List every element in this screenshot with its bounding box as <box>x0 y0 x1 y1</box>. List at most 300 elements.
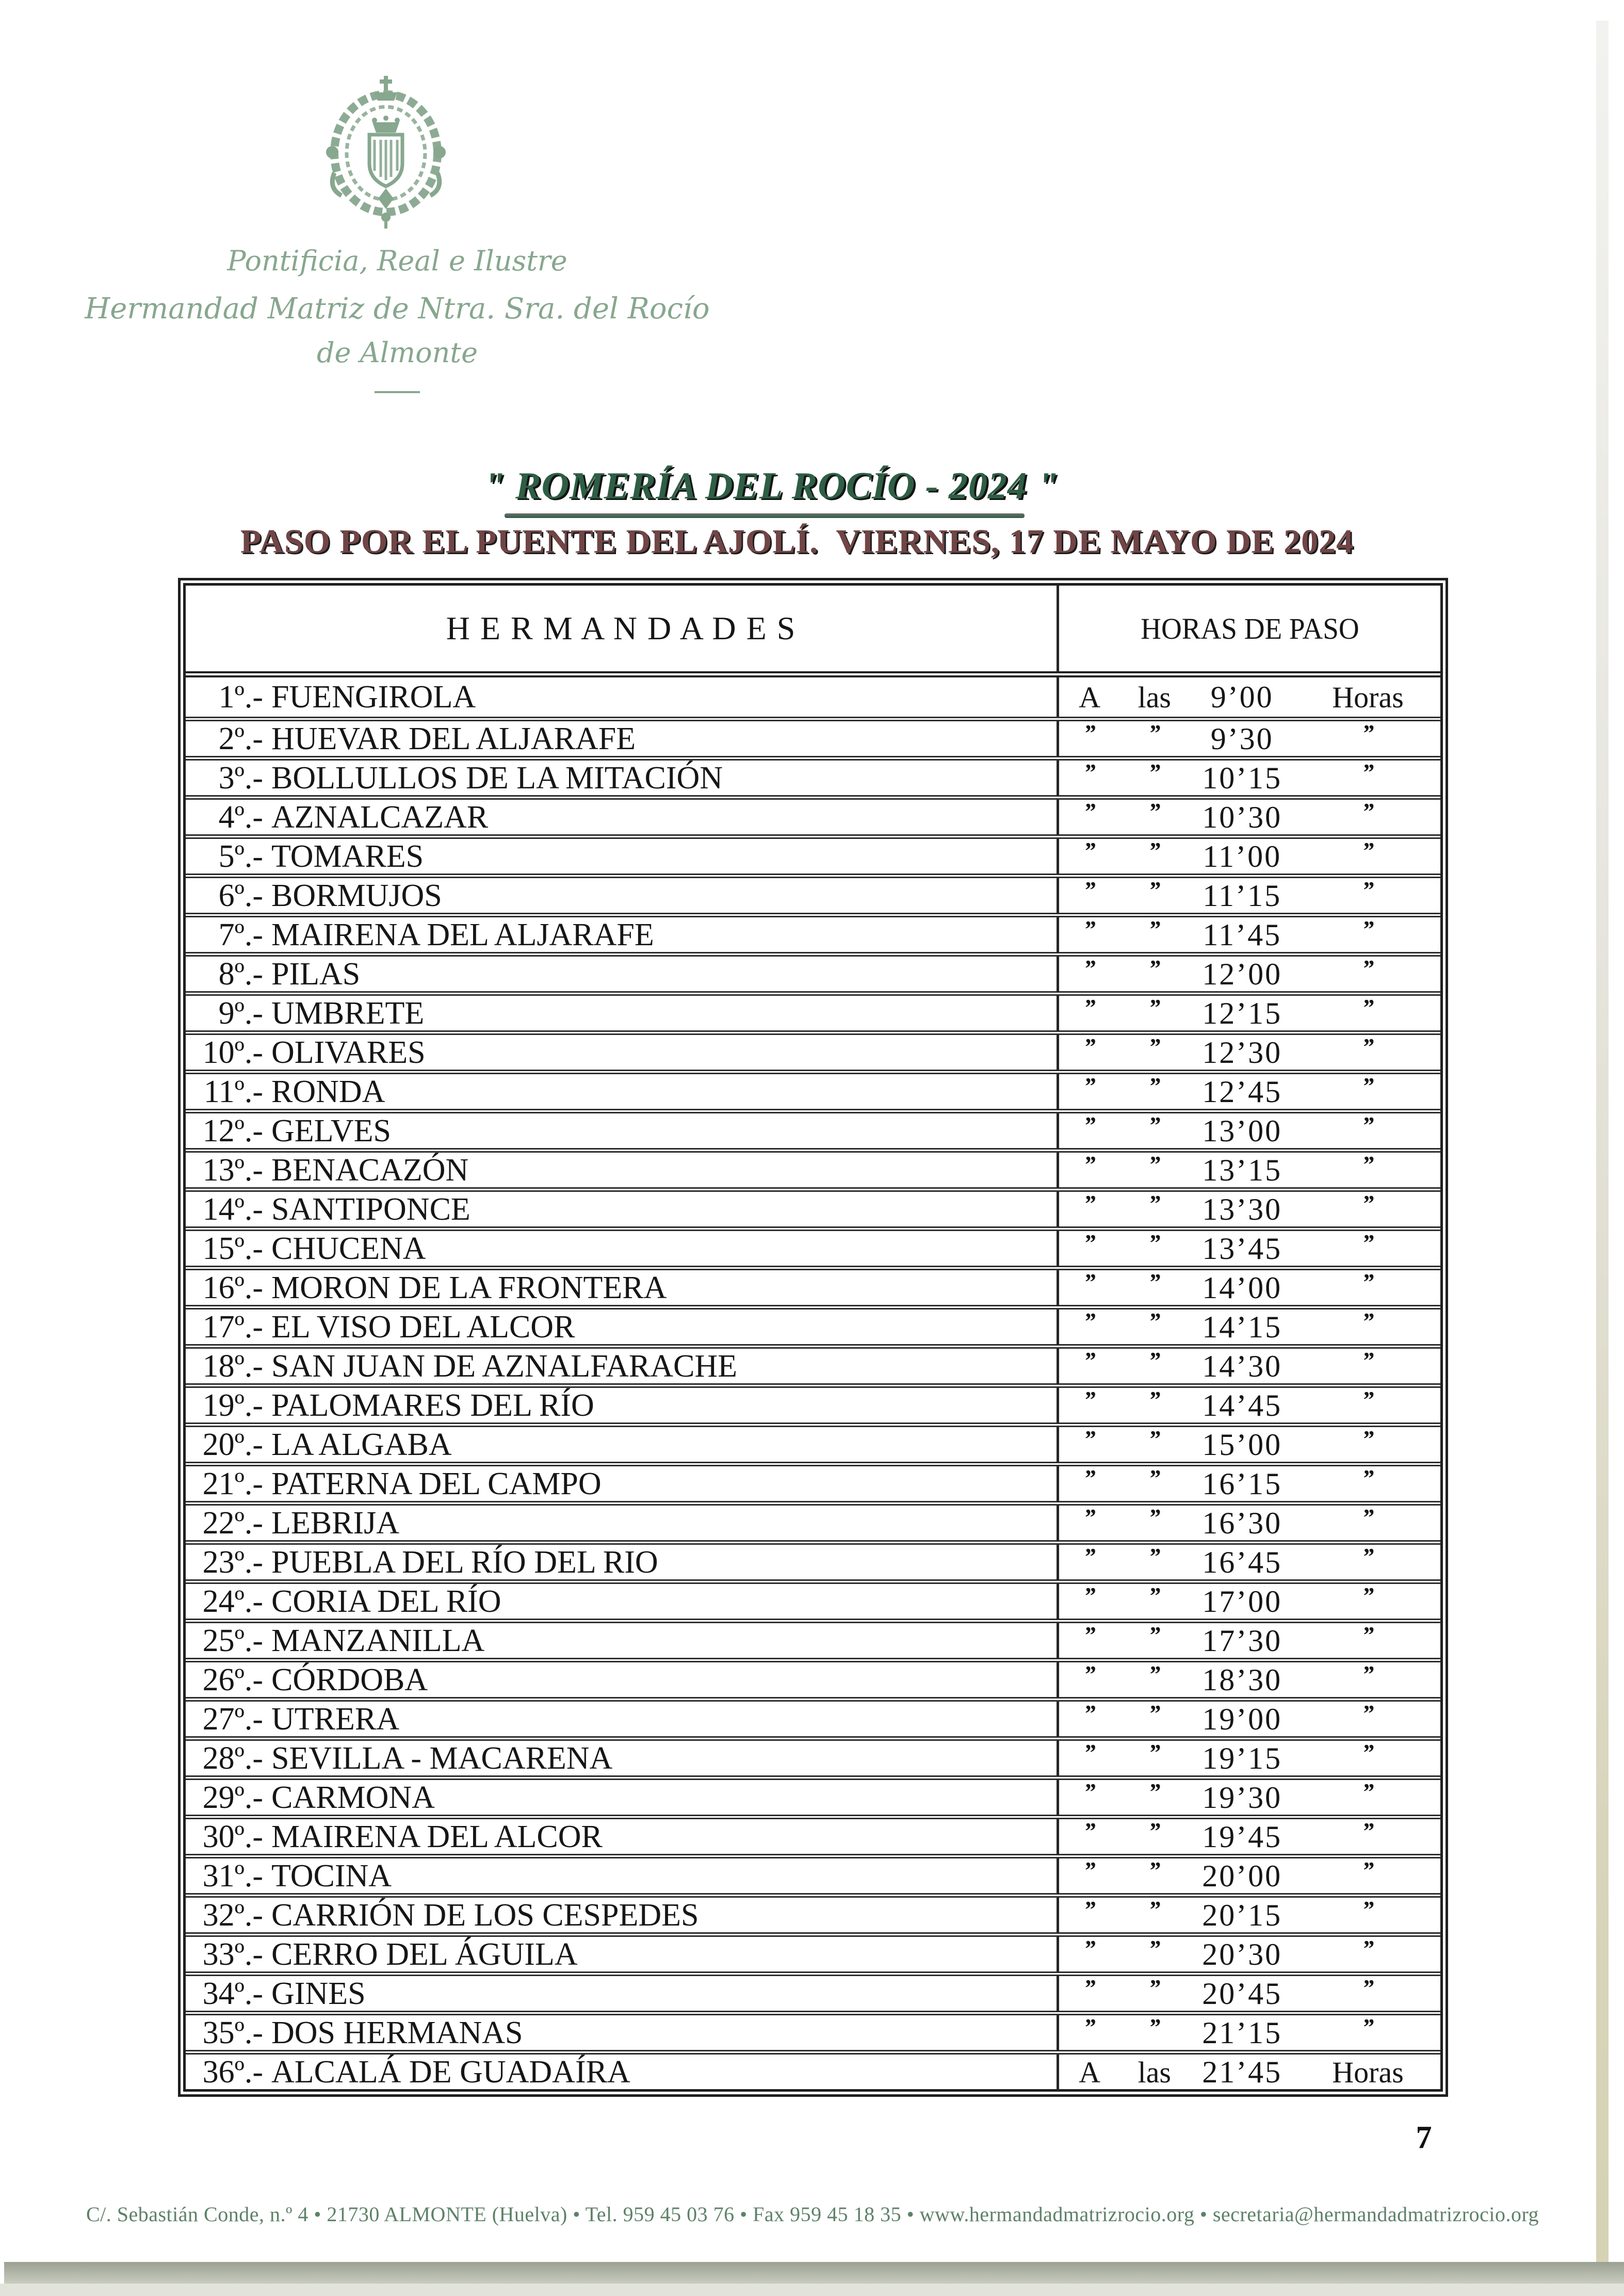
page-edge-strip <box>1596 21 1609 2265</box>
time-prefix-1: ” <box>1083 1426 1096 1452</box>
time-suffix: ” <box>1362 1582 1374 1609</box>
time-prefix-2: ” <box>1148 2014 1161 2040</box>
document-title: " ROMERÍA DEL ROCÍO - 2024 " <box>483 465 1059 507</box>
time-prefix-1: A <box>1079 2056 1101 2089</box>
row-ordinal: 22º.- <box>202 1506 263 1541</box>
table-row <box>186 1971 1440 2011</box>
row-hermandad-name: UTRERA <box>271 1702 399 1737</box>
table-row <box>186 1383 1440 1422</box>
time-prefix-2: ” <box>1148 798 1161 824</box>
table-row <box>186 1070 1440 1109</box>
row-ordinal: 33º.- <box>202 1937 263 1972</box>
hermandad-cell <box>186 1819 1057 1855</box>
table-row <box>186 1893 1440 1932</box>
hora-de-paso-cell <box>1057 1074 1440 1110</box>
time-prefix-1: ” <box>1083 1700 1096 1726</box>
table-row <box>186 1226 1440 1266</box>
row-time: 19’15 <box>1202 1741 1282 1775</box>
time-prefix-1: ” <box>1083 1778 1096 1805</box>
table-row <box>186 1775 1440 1815</box>
time-prefix-1: ” <box>1083 1857 1096 1883</box>
row-hermandad-name: SAN JUAN DE AZNALFARACHE <box>271 1349 738 1384</box>
hermandad-cell <box>186 917 1057 953</box>
table-row <box>186 1932 1440 1971</box>
time-suffix: ” <box>1362 994 1374 1021</box>
hora-de-paso-cell <box>1057 2055 1440 2090</box>
hermandad-cell <box>186 1231 1057 1267</box>
table-row <box>186 756 1440 795</box>
time-suffix: ” <box>1362 1935 1374 1962</box>
time-prefix-1: ” <box>1083 955 1096 981</box>
row-hermandad-name: GINES <box>271 1976 366 2011</box>
row-hermandad-name: CORIA DEL RÍO <box>271 1584 501 1619</box>
time-prefix-2: ” <box>1148 1661 1161 1687</box>
table-row <box>186 874 1440 913</box>
time-prefix-2: ” <box>1148 1975 1161 2001</box>
row-hermandad-name: GELVES <box>271 1113 391 1149</box>
time-suffix: ” <box>1362 720 1374 746</box>
time-prefix-2: ” <box>1148 1033 1161 1060</box>
row-time: 13’00 <box>1202 1114 1282 1148</box>
schedule-table <box>178 578 1448 2097</box>
table-row <box>186 1462 1440 1501</box>
row-ordinal: 4º.- <box>218 800 263 835</box>
time-prefix-2: ” <box>1148 759 1161 785</box>
table-row <box>186 1030 1440 1070</box>
row-time: 13’30 <box>1202 1192 1282 1226</box>
hermandad-cell <box>186 1545 1057 1580</box>
time-prefix-1: ” <box>1083 798 1096 824</box>
time-prefix-2: ” <box>1148 1778 1161 1805</box>
time-suffix: ” <box>1362 798 1374 824</box>
time-prefix-1: ” <box>1083 2014 1096 2040</box>
row-hermandad-name: CARMONA <box>271 1780 435 1815</box>
time-prefix-2: ” <box>1148 1935 1161 1962</box>
row-ordinal: 18º.- <box>202 1349 263 1384</box>
time-prefix-1: ” <box>1083 1308 1096 1334</box>
table-row <box>186 834 1440 874</box>
row-time: 14’30 <box>1202 1349 1282 1383</box>
row-time: 11’00 <box>1203 839 1282 874</box>
hermandad-cell <box>186 1153 1057 1188</box>
time-prefix-2: ” <box>1148 1622 1161 1648</box>
row-hermandad-name: CARRIÓN DE LOS CESPEDES <box>271 1898 699 1933</box>
row-time: 19’45 <box>1202 1820 1282 1854</box>
row-hermandad-name: CHUCENA <box>271 1231 426 1266</box>
row-time: 20’45 <box>1202 1977 1282 2011</box>
time-prefix-2: ” <box>1148 1426 1161 1452</box>
hora-de-paso-cell <box>1057 996 1440 1031</box>
hora-de-paso-cell <box>1057 878 1440 914</box>
row-hermandad-name: PUEBLA DEL RÍO DEL RIO <box>271 1545 658 1580</box>
hermandad-cell <box>186 1270 1057 1306</box>
row-hermandad-name: PATERNA DEL CAMPO <box>271 1466 602 1501</box>
table-row <box>186 1148 1440 1187</box>
row-ordinal: 36º.- <box>202 2055 263 2090</box>
row-time: 13’15 <box>1202 1153 1282 1187</box>
time-suffix: ” <box>1362 1033 1374 1060</box>
hermandad-cell <box>186 1780 1057 1816</box>
row-ordinal: 31º.- <box>202 1858 263 1894</box>
time-prefix-2: ” <box>1148 1504 1161 1530</box>
time-suffix: ” <box>1362 1465 1374 1491</box>
hora-de-paso-cell <box>1057 1192 1440 1227</box>
row-time: 10’15 <box>1202 761 1282 795</box>
hora-de-paso-cell <box>1057 1584 1440 1620</box>
hora-de-paso-cell <box>1057 1153 1440 1188</box>
row-hermandad-name: TOMARES <box>271 839 424 874</box>
row-hermandad-name: TOCINA <box>271 1858 392 1894</box>
time-prefix-1: ” <box>1083 1582 1096 1609</box>
table-row <box>186 1266 1440 1305</box>
table-row <box>186 1697 1440 1736</box>
letterhead-line-2: Hermandad Matriz de Ntra. Sra. del Rocío <box>85 292 710 326</box>
row-time: 11’45 <box>1203 918 1282 952</box>
time-prefix-2: las <box>1138 680 1171 714</box>
row-time: 16’30 <box>1202 1506 1282 1540</box>
time-suffix: ” <box>1362 1190 1374 1217</box>
time-suffix: ” <box>1362 1504 1374 1530</box>
time-suffix: Horas <box>1332 680 1404 714</box>
row-time: 21’45 <box>1202 2055 1282 2089</box>
hora-de-paso-cell <box>1057 839 1440 875</box>
time-prefix-1: ” <box>1083 720 1096 746</box>
time-prefix-1: ” <box>1083 1112 1096 1138</box>
time-suffix: ” <box>1362 1896 1374 1922</box>
time-prefix-2: ” <box>1148 1308 1161 1334</box>
hora-de-paso-cell <box>1057 1898 1440 1933</box>
time-prefix-1: ” <box>1083 1230 1096 1256</box>
row-ordinal: 3º.- <box>218 761 263 796</box>
table-row <box>186 1501 1440 1540</box>
time-prefix-1: ” <box>1083 1975 1096 2001</box>
time-prefix-1: ” <box>1083 1818 1096 1844</box>
row-time: 20’15 <box>1202 1898 1282 1932</box>
row-time: 9’00 <box>1210 680 1274 714</box>
table-row <box>186 795 1440 834</box>
row-hermandad-name: MORON DE LA FRONTERA <box>271 1270 667 1305</box>
hora-de-paso-cell <box>1057 677 1440 717</box>
row-ordinal: 11º.- <box>203 1074 263 1109</box>
row-time: 9’30 <box>1210 722 1274 756</box>
time-prefix-2: ” <box>1148 916 1161 942</box>
row-ordinal: 23º.- <box>202 1545 263 1580</box>
time-prefix-1: A <box>1079 680 1101 714</box>
row-time: 14’15 <box>1202 1310 1282 1344</box>
time-suffix: ” <box>1362 1739 1374 1766</box>
page-number: 7 <box>1416 2120 1432 2155</box>
hora-de-paso-cell <box>1057 1976 1440 2012</box>
row-time: 14’45 <box>1202 1388 1282 1422</box>
row-time: 16’45 <box>1202 1545 1282 1579</box>
time-prefix-2: ” <box>1148 720 1161 746</box>
time-prefix-1: ” <box>1083 1896 1096 1922</box>
header-hermandades: H E R M A N D A D E S <box>446 610 797 646</box>
time-prefix-1: ” <box>1083 1269 1096 1295</box>
table-row <box>186 952 1440 991</box>
hermandad-cell <box>186 2015 1057 2051</box>
row-ordinal: 8º.- <box>218 957 263 992</box>
time-suffix: ” <box>1362 1818 1374 1844</box>
hora-de-paso-cell <box>1057 1427 1440 1463</box>
time-prefix-1: ” <box>1083 1739 1096 1766</box>
row-hermandad-name: EL VISO DEL ALCOR <box>271 1309 575 1345</box>
row-ordinal: 27º.- <box>202 1702 263 1737</box>
table-row <box>186 991 1440 1030</box>
time-prefix-2: ” <box>1148 1269 1161 1295</box>
time-suffix: ” <box>1362 837 1374 864</box>
table-row <box>186 1422 1440 1462</box>
time-suffix: Horas <box>1332 2056 1404 2089</box>
hermandad-cell <box>186 1388 1057 1424</box>
table-row <box>186 1619 1440 1658</box>
time-prefix-2: ” <box>1148 1465 1161 1491</box>
row-hermandad-name: PILAS <box>271 957 361 992</box>
time-suffix: ” <box>1362 759 1374 785</box>
row-hermandad-name: RONDA <box>271 1074 385 1109</box>
time-prefix-1: ” <box>1083 1190 1096 1217</box>
table-row <box>186 2011 1440 2050</box>
row-time: 20’00 <box>1202 1859 1282 1893</box>
time-suffix: ” <box>1362 1661 1374 1687</box>
time-suffix: ” <box>1362 1230 1374 1256</box>
time-prefix-1: ” <box>1083 1033 1096 1060</box>
row-hermandad-name: AZNALCAZAR <box>271 800 489 835</box>
row-ordinal: 28º.- <box>202 1741 263 1776</box>
row-ordinal: 2º.- <box>218 721 263 756</box>
hermandad-cell <box>186 1035 1057 1071</box>
table-row <box>186 1187 1440 1226</box>
hora-de-paso-cell <box>1057 1623 1440 1659</box>
page-bottom-shadow <box>4 2262 1624 2284</box>
hermandad-cell <box>186 800 1057 835</box>
hermandad-cell <box>186 1937 1057 1972</box>
table-header-row <box>186 586 1440 677</box>
time-suffix: ” <box>1362 955 1374 981</box>
time-suffix: ” <box>1362 877 1374 903</box>
time-prefix-2: ” <box>1148 1112 1161 1138</box>
hermandad-cell <box>186 1309 1057 1345</box>
document-subtitle: PASO POR EL PUENTE DEL AJOLÍ. VIERNES, 17 DE MAYO DE 2024 <box>240 523 1354 560</box>
time-prefix-2: ” <box>1148 1151 1161 1177</box>
row-ordinal: 6º.- <box>218 878 263 913</box>
row-ordinal: 24º.- <box>202 1584 263 1619</box>
footer-contact-line: C/. Sebastián Conde, n.º 4 • 21730 ALMONTE (Huelva) • Tel. 959 45 03 76 • Fax 959 45 18 35 • www.hermandadmatrizrocio.org • secretaria@hermandadmatrizrocio.org <box>86 2203 1539 2226</box>
time-suffix: ” <box>1362 1975 1374 2001</box>
row-ordinal: 13º.- <box>202 1153 263 1188</box>
table-row <box>186 2050 1440 2089</box>
hora-de-paso-cell <box>1057 1035 1440 1071</box>
hora-de-paso-cell <box>1057 721 1440 757</box>
hermandad-cell <box>186 761 1057 796</box>
hora-de-paso-cell <box>1057 1388 1440 1424</box>
hermandad-cell <box>186 1584 1057 1620</box>
time-suffix: ” <box>1362 1857 1374 1883</box>
row-ordinal: 7º.- <box>218 917 263 952</box>
time-suffix: ” <box>1362 1543 1374 1570</box>
row-time: 15’00 <box>1202 1428 1282 1462</box>
hora-de-paso-cell <box>1057 1113 1440 1149</box>
row-time: 12’15 <box>1202 996 1282 1030</box>
hermandad-cell <box>186 1702 1057 1737</box>
row-ordinal: 16º.- <box>202 1270 263 1305</box>
hora-de-paso-cell <box>1057 1545 1440 1580</box>
time-prefix-2: ” <box>1148 1347 1161 1373</box>
row-ordinal: 17º.- <box>202 1309 263 1345</box>
time-prefix-2: ” <box>1148 1582 1161 1609</box>
row-hermandad-name: BENACAZÓN <box>271 1153 469 1188</box>
hermandad-cell <box>186 1427 1057 1463</box>
row-time: 19’30 <box>1202 1781 1282 1815</box>
row-hermandad-name: MANZANILLA <box>271 1623 485 1658</box>
row-hermandad-name: DOS HERMANAS <box>271 2015 523 2050</box>
row-time: 19’00 <box>1202 1702 1282 1736</box>
time-suffix: ” <box>1362 1426 1374 1452</box>
time-prefix-2: ” <box>1148 1818 1161 1844</box>
hora-de-paso-cell <box>1057 1741 1440 1776</box>
time-prefix-1: ” <box>1083 1073 1096 1099</box>
time-suffix: ” <box>1362 1269 1374 1295</box>
row-time: 20’30 <box>1202 1937 1282 1971</box>
row-ordinal: 29º.- <box>202 1780 263 1815</box>
table-row <box>186 1736 1440 1775</box>
page-bottom-edge <box>0 2284 1624 2296</box>
time-suffix: ” <box>1362 1073 1374 1099</box>
time-prefix-1: ” <box>1083 994 1096 1021</box>
hermandad-cell <box>186 839 1057 875</box>
hermandad-cell <box>186 957 1057 992</box>
hora-de-paso-cell <box>1057 800 1440 835</box>
time-suffix: ” <box>1362 1622 1374 1648</box>
table-row <box>186 1579 1440 1619</box>
hermandad-cell <box>186 1741 1057 1776</box>
row-ordinal: 32º.- <box>202 1898 263 1933</box>
time-prefix-2: ” <box>1148 1230 1161 1256</box>
hermandad-cell <box>186 1466 1057 1502</box>
time-suffix: ” <box>1362 1700 1374 1726</box>
row-time: 10’30 <box>1202 800 1282 834</box>
table-row <box>186 913 1440 952</box>
row-ordinal: 25º.- <box>202 1623 263 1658</box>
row-ordinal: 5º.- <box>218 839 263 874</box>
row-time: 11’15 <box>1203 879 1282 913</box>
row-hermandad-name: BOLLULLOS DE LA MITACIÓN <box>271 761 723 796</box>
time-prefix-1: ” <box>1083 1622 1096 1648</box>
row-ordinal: 35º.- <box>202 2015 263 2050</box>
hora-de-paso-cell <box>1057 1270 1440 1306</box>
hora-de-paso-cell <box>1057 1819 1440 1855</box>
table-row <box>186 1109 1440 1148</box>
time-prefix-2: ” <box>1148 994 1161 1021</box>
time-prefix-1: ” <box>1083 916 1096 942</box>
row-ordinal: 26º.- <box>202 1662 263 1697</box>
time-suffix: ” <box>1362 1151 1374 1177</box>
row-hermandad-name: UMBRETE <box>271 996 425 1031</box>
hora-de-paso-cell <box>1057 2015 1440 2051</box>
time-prefix-2: ” <box>1148 955 1161 981</box>
table-row <box>186 1305 1440 1344</box>
hermandad-cell <box>186 1192 1057 1227</box>
hermandad-cell <box>186 878 1057 914</box>
time-prefix-1: ” <box>1083 1543 1096 1570</box>
time-suffix: ” <box>1362 2014 1374 2040</box>
time-prefix-2: ” <box>1148 1700 1161 1726</box>
row-hermandad-name: CERRO DEL ÁGUILA <box>271 1937 578 1972</box>
time-prefix-1: ” <box>1083 1504 1096 1530</box>
hora-de-paso-cell <box>1057 1662 1440 1698</box>
table-body <box>186 677 1440 2089</box>
hermandad-cell <box>186 1858 1057 1894</box>
row-hermandad-name: OLIVARES <box>271 1035 426 1070</box>
time-prefix-2: ” <box>1148 1386 1161 1413</box>
row-ordinal: 14º.- <box>202 1192 263 1227</box>
row-hermandad-name: SEVILLA - MACARENA <box>271 1741 613 1776</box>
time-suffix: ” <box>1362 1308 1374 1334</box>
table-row <box>186 1854 1440 1893</box>
row-hermandad-name: CÓRDOBA <box>271 1662 428 1697</box>
table-row <box>186 677 1440 717</box>
hora-de-paso-cell <box>1057 1231 1440 1267</box>
hora-de-paso-cell <box>1057 761 1440 796</box>
hermandad-cell <box>186 1506 1057 1541</box>
row-ordinal: 15º.- <box>202 1231 263 1266</box>
hermandad-cell <box>186 1898 1057 1933</box>
table-row <box>186 1815 1440 1854</box>
time-prefix-2: ” <box>1148 1073 1161 1099</box>
row-time: 17’30 <box>1202 1624 1282 1658</box>
hora-de-paso-cell <box>1057 1702 1440 1737</box>
row-hermandad-name: MAIRENA DEL ALCOR <box>271 1819 603 1854</box>
time-prefix-1: ” <box>1083 877 1096 903</box>
time-prefix-2: ” <box>1148 1857 1161 1883</box>
row-time: 21’15 <box>1202 2016 1282 2050</box>
time-suffix: ” <box>1362 1778 1374 1805</box>
time-prefix-2: las <box>1138 2056 1171 2089</box>
time-prefix-2: ” <box>1148 837 1161 864</box>
row-ordinal: 34º.- <box>202 1976 263 2011</box>
time-prefix-2: ” <box>1148 1739 1161 1766</box>
row-hermandad-name: SANTIPONCE <box>271 1192 470 1227</box>
hora-de-paso-cell <box>1057 957 1440 992</box>
row-time: 12’30 <box>1202 1036 1282 1070</box>
hora-de-paso-cell <box>1057 1780 1440 1816</box>
time-suffix: ” <box>1362 1386 1374 1413</box>
table-row <box>186 1658 1440 1697</box>
time-prefix-2: ” <box>1148 877 1161 903</box>
row-ordinal: 20º.- <box>202 1427 263 1462</box>
row-time: 12’00 <box>1202 957 1282 991</box>
row-ordinal: 21º.- <box>202 1466 263 1501</box>
row-time: 13’45 <box>1202 1232 1282 1266</box>
time-prefix-2: ” <box>1148 1896 1161 1922</box>
row-time: 18’30 <box>1202 1663 1282 1697</box>
hermandad-cell <box>186 1074 1057 1110</box>
hermandad-cell <box>186 1976 1057 2012</box>
hora-de-paso-cell <box>1057 917 1440 953</box>
time-prefix-1: ” <box>1083 1661 1096 1687</box>
hora-de-paso-cell <box>1057 1466 1440 1502</box>
row-time: 14’00 <box>1202 1271 1282 1305</box>
hermandad-cell <box>186 1113 1057 1149</box>
row-ordinal: 10º.- <box>202 1035 263 1070</box>
row-hermandad-name: MAIRENA DEL ALJARAFE <box>271 917 654 952</box>
hora-de-paso-cell <box>1057 1506 1440 1541</box>
time-prefix-1: ” <box>1083 1347 1096 1373</box>
hora-de-paso-cell <box>1057 1349 1440 1384</box>
row-ordinal: 30º.- <box>202 1819 263 1854</box>
letterhead-line-3: de Almonte <box>316 336 478 369</box>
header-horas-de-paso: HORAS DE PASO <box>1057 586 1440 671</box>
